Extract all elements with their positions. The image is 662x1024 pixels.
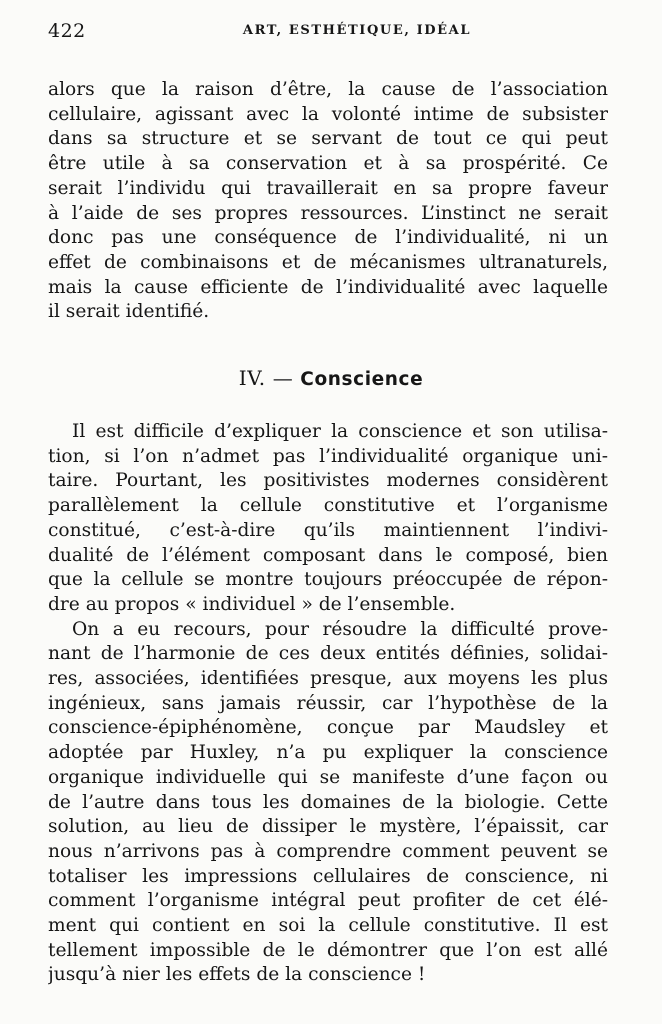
text-line: comment l’organisme intégral peut profiter de cet élé- [48, 890, 608, 912]
text-line: ingénieux, sans jamais réussir, car l’hypothèse de la [48, 692, 608, 714]
text-line: que la cellule se montre toujours préoccupée de répon- [48, 569, 608, 591]
text-line: res, associées, identifiées presque, aux moyens les plus [48, 668, 608, 690]
text-line: donc pas une conséquence de l’individualité, ni un [48, 227, 608, 249]
paragraph-continuation [48, 78, 608, 325]
text-line: nant de l’harmonie de ces deux entités définies, solidai- [48, 643, 608, 665]
section-body [48, 420, 608, 988]
text-line: ment qui contient en soi la cellule constitutive. Il est [48, 915, 608, 937]
text-line: tion, si l’on n’admet pas l’individualité organique uni- [48, 445, 608, 467]
text-line: dualité de l’élément composant dans le composé, bien [48, 544, 608, 566]
text-line: Il est difficile d’expliquer la conscience et son utilisa- [72, 421, 608, 442]
text-line: organique individuelle qui se manifeste d’une façon ou [48, 766, 608, 788]
text-line: à l’aide de ses propres ressources. L’instinct ne serait [48, 202, 608, 224]
text-line: adoptée par Huxley, n’a pu expliquer la conscience [48, 742, 608, 764]
text-line: alors que la raison d’être, la cause de l’association [48, 79, 608, 100]
section-number: IV. [238, 366, 266, 390]
text-line: cellulaire, agissant avec la volonté intime de subsister [48, 103, 608, 125]
text-line: de l’autre dans tous les domaines de la biologie. Cette [48, 791, 608, 813]
section-title: Conscience [300, 369, 424, 390]
text-line: constitué, c’est-à-dire qu’ils maintiennent l’indivi- [48, 519, 608, 541]
text-line: mais la cause efficiente de l’individualité avec laquelle [48, 276, 608, 298]
text-line: solution, au lieu de dissiper le mystère, l’épaissit, car [48, 816, 608, 838]
running-title: ART, ESTHÉTIQUE, IDÉAL [242, 23, 472, 38]
text-line: parallèlement la cellule constitutive et l’organisme [48, 495, 608, 517]
text-line: serait l’individu qui travaillerait en sa propre faveur [48, 177, 608, 199]
section-dash: — [272, 366, 294, 390]
section-heading [0, 366, 662, 390]
text-line: nous n’arrivons pas à comprendre comment peuvent se [48, 840, 608, 862]
text-line: tellement impossible de le démontrer que l’on est allé [48, 939, 608, 961]
text-line: On a eu recours, pour résoudre la difficulté prove- [72, 618, 608, 640]
page-number: 422 [48, 20, 86, 42]
text-line: taire. Pourtant, les positivistes modernes considèrent [48, 470, 608, 492]
text-line: dre au propos « individuel » de l’ensemble. [48, 593, 456, 615]
text-line: dans sa structure et se servant de tout ce qui peut [48, 128, 608, 150]
text-line: être utile à sa conservation et à sa prospérité. Ce [48, 153, 608, 175]
text-line: effet de combinaisons et de mécanismes ultranaturels, [48, 251, 608, 273]
page-header [48, 20, 606, 46]
text-line: conscience-épiphénomène, conçue par Maudsley et [48, 717, 608, 739]
text-line: il serait identifié. [48, 301, 210, 323]
text-line: jusqu’à nier les effets de la conscience ! [48, 964, 426, 986]
text-line: totaliser les impressions cellulaires de conscience, ni [48, 865, 608, 887]
